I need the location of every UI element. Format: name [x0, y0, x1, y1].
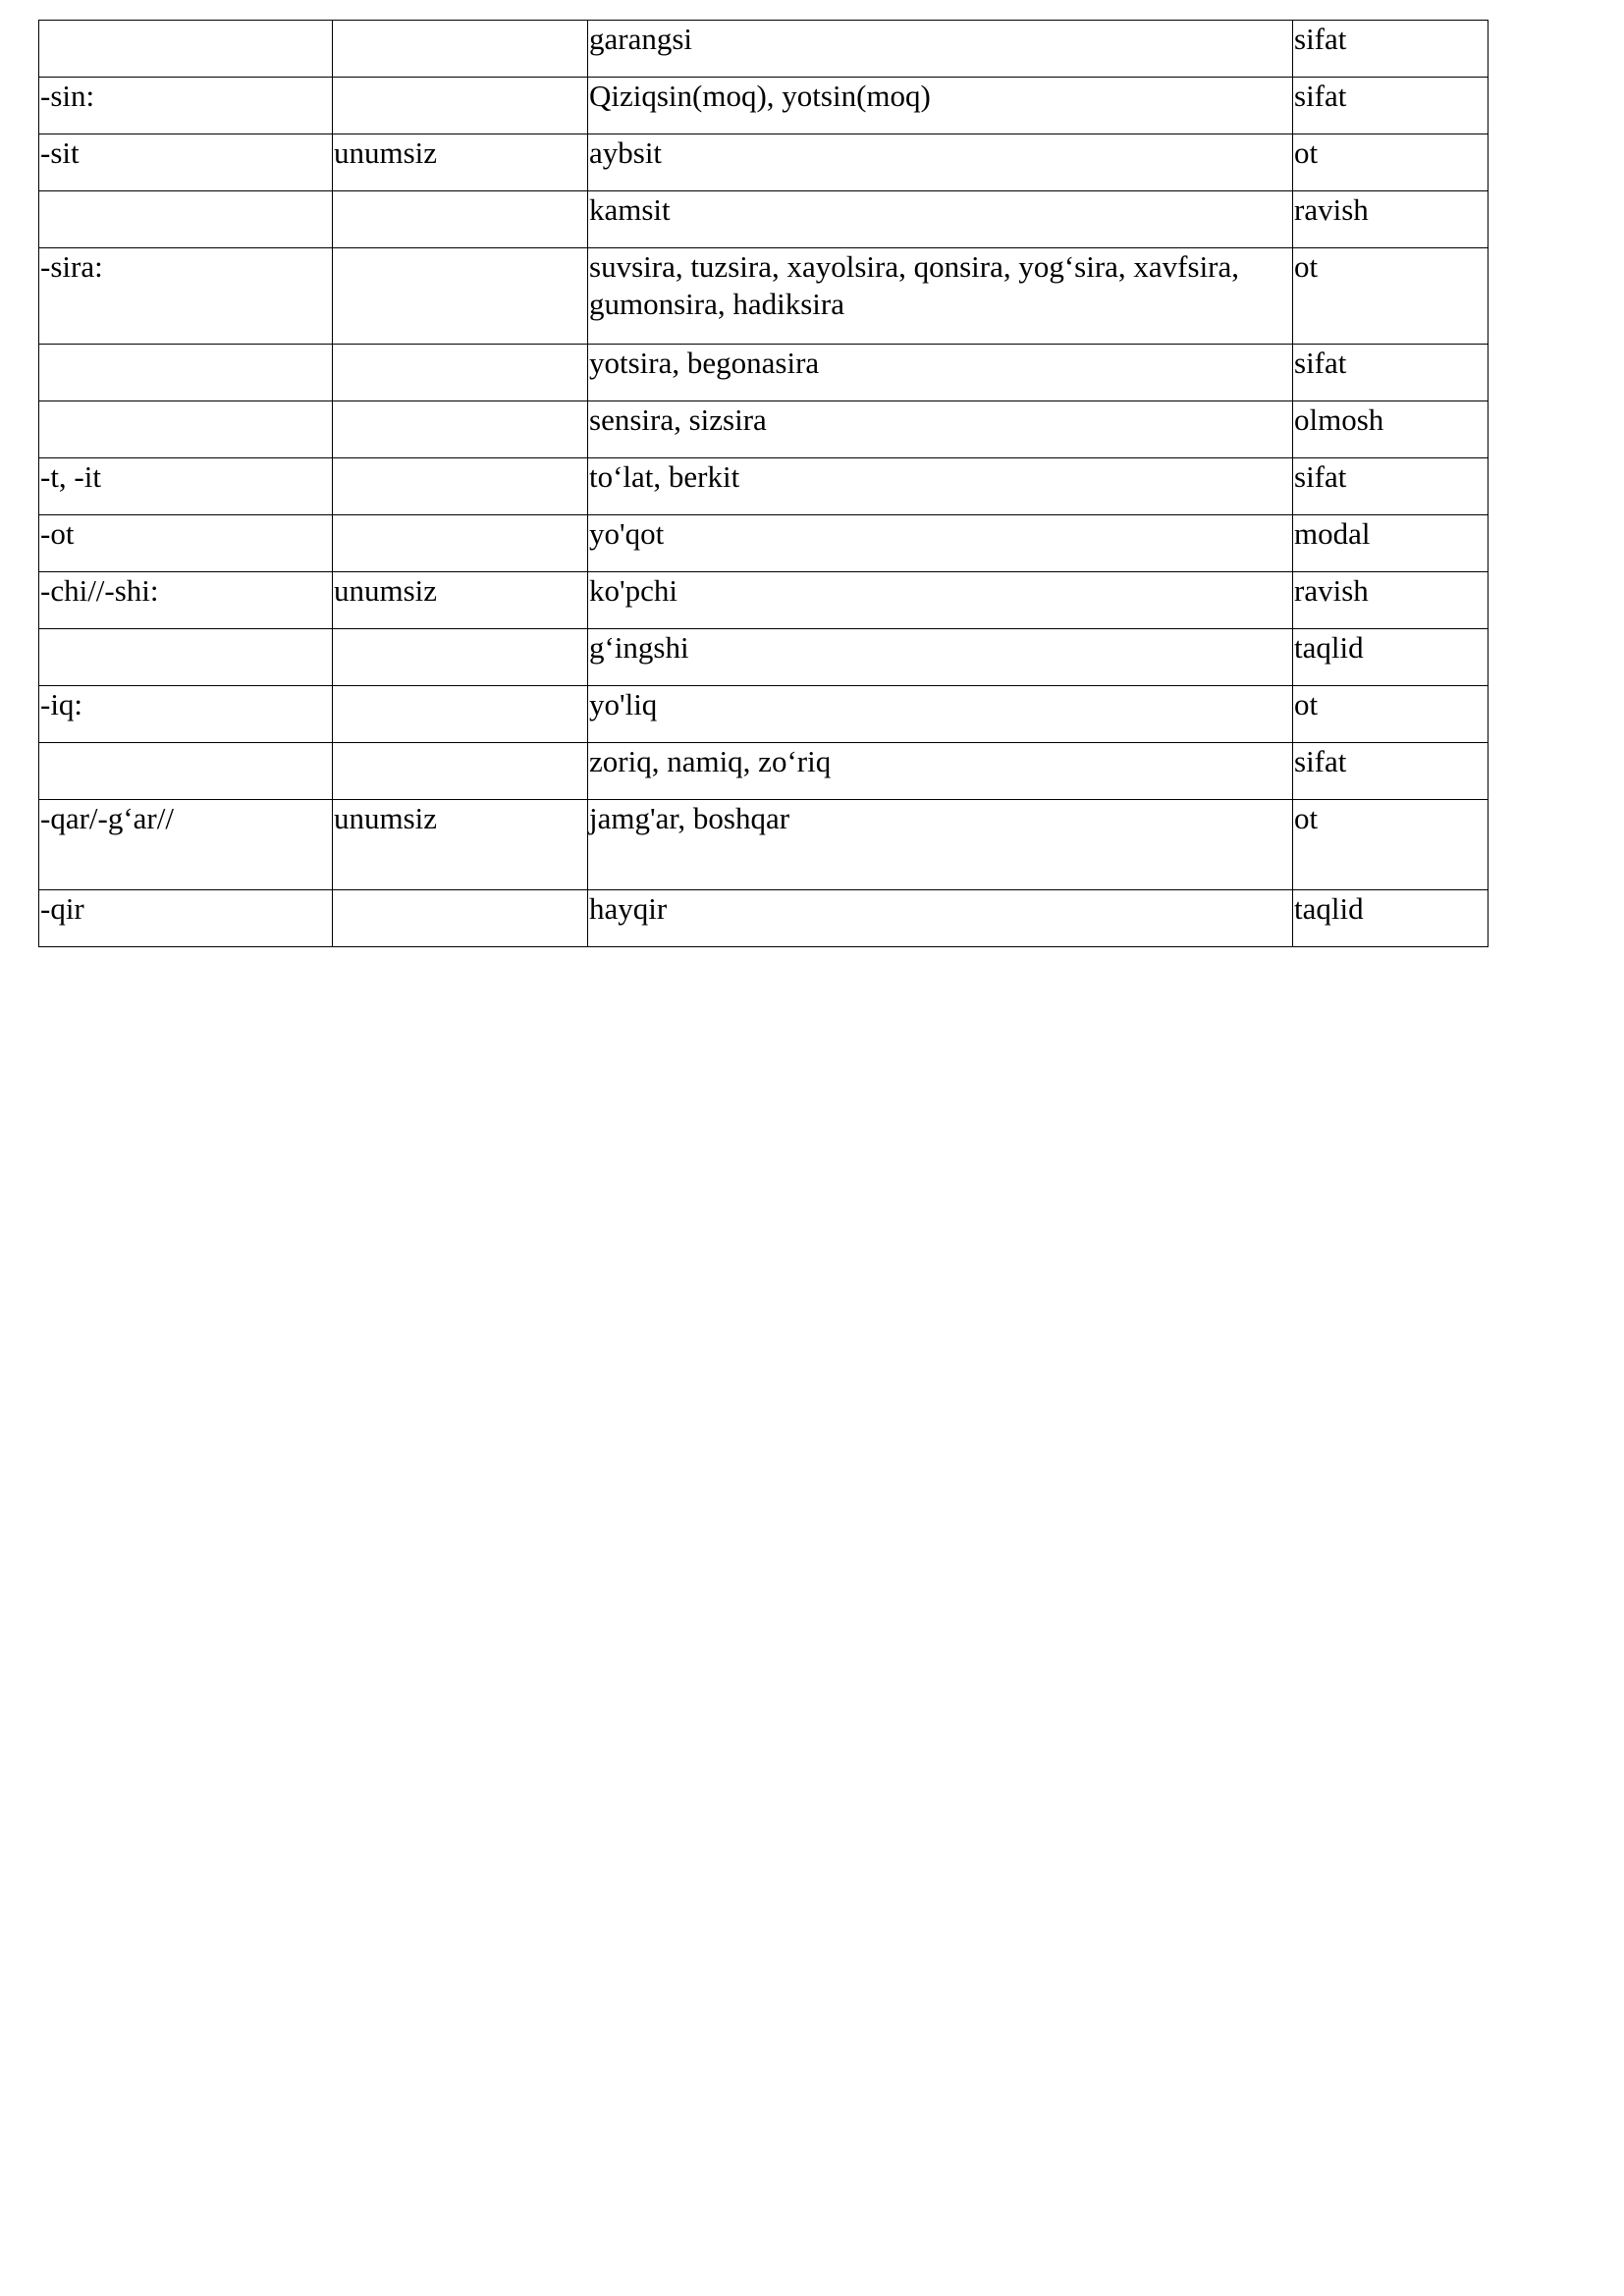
table-row	[39, 401, 1489, 458]
part-of-speech-cell: sifat	[1293, 21, 1489, 78]
type-cell	[333, 743, 588, 800]
type-cell	[333, 686, 588, 743]
type-cell	[333, 21, 588, 78]
type-cell	[333, 890, 588, 947]
type-cell	[333, 458, 588, 515]
examples-cell: sensira, sizsira	[588, 401, 1293, 458]
part-of-speech-cell: ot	[1293, 248, 1489, 345]
part-of-speech-cell: taqlid	[1293, 890, 1489, 947]
suffix-cell: -sin:	[39, 78, 333, 134]
table-row	[39, 345, 1489, 401]
table-row	[39, 134, 1489, 191]
part-of-speech-cell: sifat	[1293, 78, 1489, 134]
suffix-cell	[39, 21, 333, 78]
suffix-cell	[39, 401, 333, 458]
part-of-speech-cell: ot	[1293, 686, 1489, 743]
examples-cell: to‘lat, berkit	[588, 458, 1293, 515]
examples-cell: jamg'ar, boshqar	[588, 800, 1293, 890]
type-cell	[333, 191, 588, 248]
type-cell: unumsiz	[333, 134, 588, 191]
suffix-cell: -ot	[39, 515, 333, 572]
type-cell	[333, 629, 588, 686]
suffix-table	[38, 20, 1489, 947]
table-row	[39, 515, 1489, 572]
examples-cell: aybsit	[588, 134, 1293, 191]
table-row	[39, 248, 1489, 345]
examples-cell: hayqir	[588, 890, 1293, 947]
suffix-cell: -iq:	[39, 686, 333, 743]
type-cell	[333, 345, 588, 401]
table-row	[39, 191, 1489, 248]
examples-cell: yo'liq	[588, 686, 1293, 743]
examples-cell: garangsi	[588, 21, 1293, 78]
table-row	[39, 629, 1489, 686]
table-row	[39, 458, 1489, 515]
table-row	[39, 800, 1489, 890]
part-of-speech-cell: taqlid	[1293, 629, 1489, 686]
suffix-cell	[39, 629, 333, 686]
examples-cell: ko'pchi	[588, 572, 1293, 629]
suffix-cell	[39, 345, 333, 401]
part-of-speech-cell: sifat	[1293, 743, 1489, 800]
suffix-cell: -sit	[39, 134, 333, 191]
table-row	[39, 21, 1489, 78]
part-of-speech-cell: sifat	[1293, 458, 1489, 515]
part-of-speech-cell: ot	[1293, 800, 1489, 890]
type-cell	[333, 401, 588, 458]
examples-cell: zoriq, namiq, zo‘riq	[588, 743, 1293, 800]
examples-cell: yotsira, begonasira	[588, 345, 1293, 401]
examples-cell: suvsira, tuzsira, xayolsira, qonsira, yog‘sira, xavfsira, gumonsira, hadiksira	[588, 248, 1293, 345]
part-of-speech-cell: modal	[1293, 515, 1489, 572]
table-row	[39, 572, 1489, 629]
suffix-cell: -t, -it	[39, 458, 333, 515]
suffix-cell: -chi//-shi:	[39, 572, 333, 629]
examples-cell: yo'qot	[588, 515, 1293, 572]
type-cell	[333, 515, 588, 572]
examples-cell: g‘ingshi	[588, 629, 1293, 686]
examples-cell: kamsit	[588, 191, 1293, 248]
table-row	[39, 890, 1489, 947]
type-cell: unumsiz	[333, 572, 588, 629]
table-row	[39, 686, 1489, 743]
type-cell	[333, 248, 588, 345]
suffix-cell: -sira:	[39, 248, 333, 345]
suffix-cell: -qir	[39, 890, 333, 947]
part-of-speech-cell: ravish	[1293, 191, 1489, 248]
table-row	[39, 78, 1489, 134]
table-row	[39, 743, 1489, 800]
suffix-cell: -qar/-g‘ar//	[39, 800, 333, 890]
examples-cell: Qiziqsin(moq), yotsin(moq)	[588, 78, 1293, 134]
suffix-cell	[39, 191, 333, 248]
part-of-speech-cell: olmosh	[1293, 401, 1489, 458]
type-cell	[333, 78, 588, 134]
part-of-speech-cell: sifat	[1293, 345, 1489, 401]
part-of-speech-cell: ot	[1293, 134, 1489, 191]
suffix-cell	[39, 743, 333, 800]
part-of-speech-cell: ravish	[1293, 572, 1489, 629]
type-cell: unumsiz	[333, 800, 588, 890]
